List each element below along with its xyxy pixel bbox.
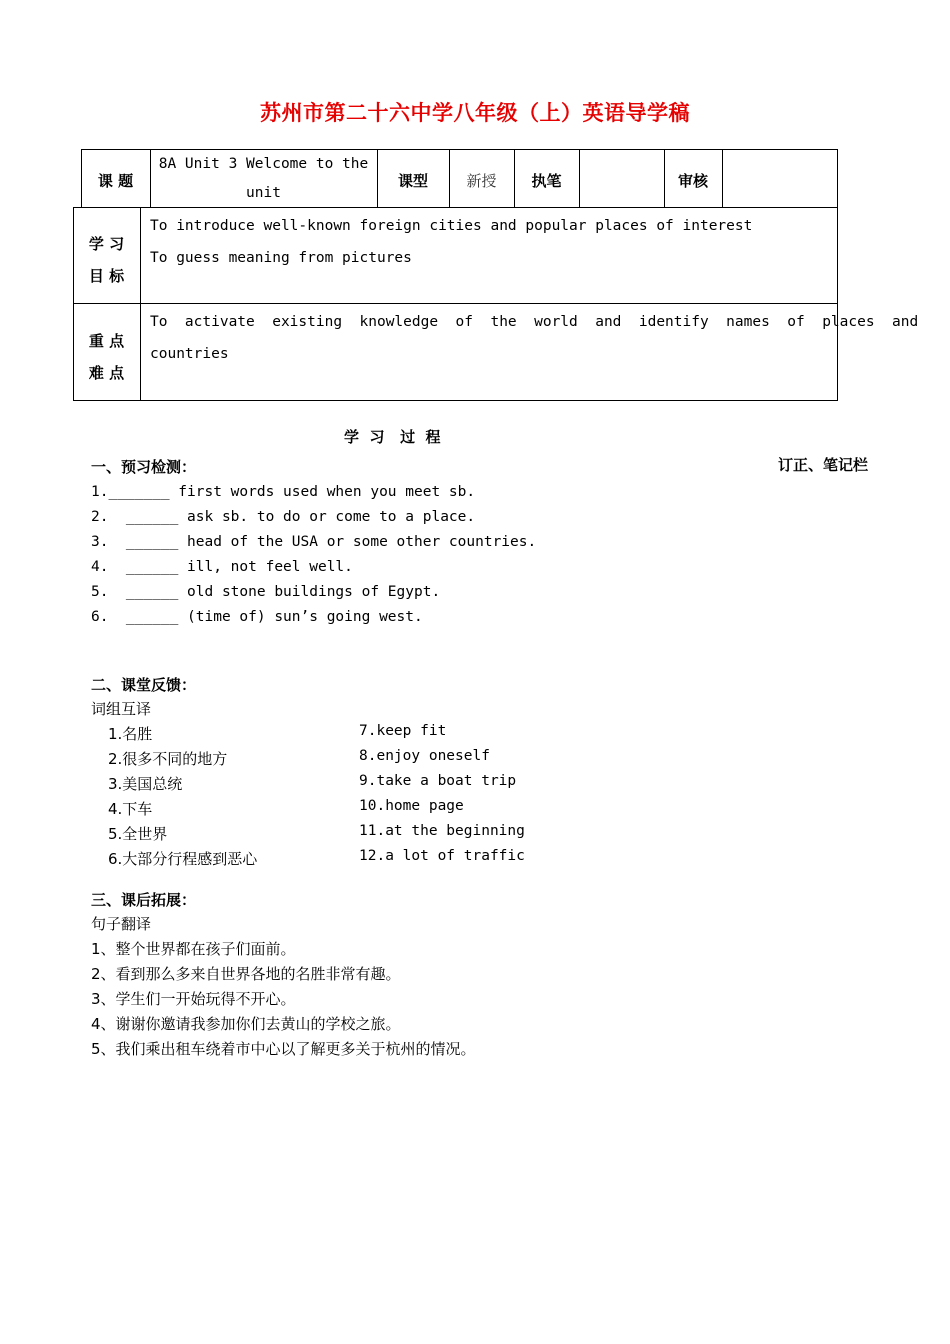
phrase-item: 12.a lot of traffic bbox=[359, 848, 525, 864]
table-border bbox=[73, 400, 838, 401]
sentence-item: 3、学生们一开始玩得不开心。 bbox=[91, 990, 296, 1008]
section3-subheading: 句子翻译 bbox=[91, 915, 152, 933]
phrase-item: 10.home page bbox=[359, 798, 464, 814]
goal-item: To guess meaning from pictures bbox=[150, 250, 412, 266]
key-label-line2: 难 点 bbox=[88, 364, 125, 382]
table-border bbox=[73, 303, 838, 304]
phrase-item: 11.at the beginning bbox=[359, 823, 525, 839]
list-item: 6. ______ (time of) sun’s going west. bbox=[91, 609, 423, 625]
review-label: 审核 bbox=[677, 172, 708, 190]
topic-value-line2: unit bbox=[246, 185, 281, 201]
list-item: 3. ______ head of the USA or some other countries. bbox=[91, 534, 537, 550]
phrase-item: 6.大部分行程感到恶心 bbox=[108, 850, 258, 868]
table-border bbox=[722, 149, 723, 207]
list-item: 5. ______ old stone buildings of Egypt. bbox=[91, 584, 441, 600]
phrase-item: 2.很多不同的地方 bbox=[108, 750, 228, 768]
list-item: 1._______ first words used when you meet sb. bbox=[91, 484, 476, 500]
goals-label-line2: 目 标 bbox=[88, 267, 125, 285]
key-label-line1: 重 点 bbox=[88, 332, 125, 350]
phrase-item: 9.take a boat trip bbox=[359, 773, 517, 789]
table-border bbox=[73, 207, 838, 208]
key-point-line1: To activate existing knowledge of the world and identify names of places and bbox=[150, 314, 919, 330]
section3-heading: 三、课后拓展： bbox=[91, 891, 197, 909]
author-label: 执笔 bbox=[531, 172, 562, 190]
sentence-item: 5、我们乘出租车绕着市中心以了解更多关于杭州的情况。 bbox=[91, 1040, 476, 1058]
section2-heading: 二、课堂反馈： bbox=[91, 676, 197, 694]
goal-item: To introduce well-known foreign cities and popular places of interest bbox=[150, 218, 753, 234]
key-point-line2: countries bbox=[150, 346, 229, 362]
phrase-item: 8.enjoy oneself bbox=[359, 748, 490, 764]
phrase-item: 7.keep fit bbox=[359, 723, 447, 739]
list-item: 4. ______ ill, not feel well. bbox=[91, 559, 353, 575]
phrase-item: 5.全世界 bbox=[108, 825, 168, 843]
phrase-item: 3.美国总统 bbox=[108, 775, 183, 793]
document-title: 苏州市第二十六中学八年级（上）英语导学稿 bbox=[260, 101, 690, 125]
goals-label-line1: 学 习 bbox=[88, 235, 125, 253]
type-value: 新授 bbox=[466, 172, 497, 190]
process-heading: 学 习 过 程 bbox=[344, 428, 441, 446]
section2-subheading: 词组互译 bbox=[91, 700, 152, 718]
topic-label: 课 题 bbox=[97, 172, 134, 190]
sentence-item: 2、看到那么多来自世界各地的名胜非常有趣。 bbox=[91, 965, 401, 983]
section1-heading: 一、预习检测： bbox=[91, 458, 197, 476]
table-border bbox=[81, 149, 838, 150]
sentence-item: 1、整个世界都在孩子们面前。 bbox=[91, 940, 296, 958]
sentence-item: 4、谢谢你邀请我参加你们去黄山的学校之旅。 bbox=[91, 1015, 401, 1033]
table-border bbox=[140, 207, 141, 401]
phrase-item: 4.下车 bbox=[108, 800, 153, 818]
notes-column-heading: 订正、笔记栏 bbox=[778, 456, 869, 474]
phrase-item: 1.名胜 bbox=[108, 725, 153, 743]
table-border bbox=[837, 149, 838, 401]
table-border bbox=[579, 149, 580, 207]
topic-value-line1: 8A Unit 3 Welcome to the bbox=[158, 156, 369, 172]
list-item: 2. ______ ask sb. to do or come to a place. bbox=[91, 509, 476, 525]
type-label: 课型 bbox=[397, 172, 428, 190]
